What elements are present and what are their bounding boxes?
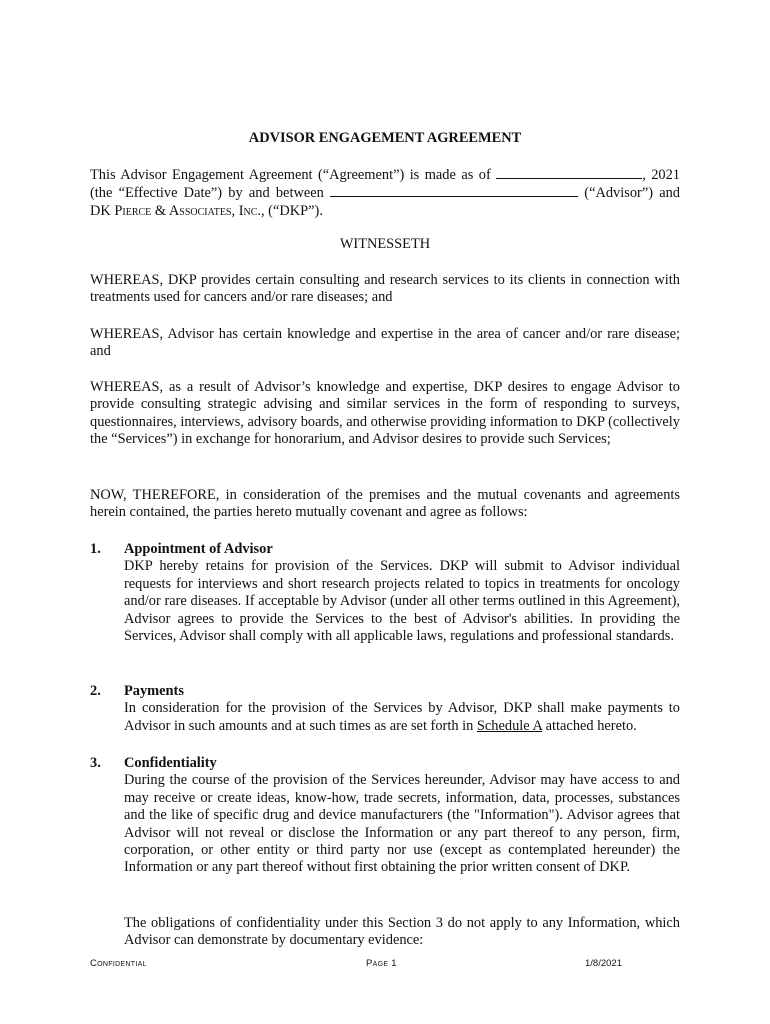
company-name: DK Pierce & Associates, Inc. <box>90 202 261 219</box>
intro-text-5: , (“DKP”). <box>260 202 323 219</box>
section-1-number: 1. <box>90 541 101 557</box>
intro-text-3: (the “Effective Date”) by and between <box>90 185 331 202</box>
intro-line-1 <box>90 166 680 184</box>
intro-paragraph <box>90 166 680 220</box>
footer-date: 1/8/2021 <box>585 958 622 969</box>
intro-line-2 <box>90 184 680 202</box>
section-2-title: Payments <box>124 683 184 699</box>
intro-text-2: , 2021 <box>642 167 681 183</box>
section-2 <box>124 683 680 735</box>
now-therefore-paragraph: NOW, THEREFORE, in consideration of the premises and the mutual covenants and agreements herein contained, the parties hereto mutually covenant and agree as follows: <box>90 487 680 521</box>
intro-line-3 <box>90 203 680 220</box>
whereas-paragraph-3: WHEREAS, as a result of Advisor’s knowledge and expertise, DKP desires to engage Advisor to provide consulting strategic advising and similar services in the form of responding to surveys, questionnaires, interviews, advisory boards, and otherwise providing information to DKP (collectively the “Services”) in exchange for honorarium, and Advisor desires to provide such Services; <box>90 379 680 448</box>
footer-confidential: Confidential <box>90 958 147 969</box>
intro-text-4: (“Advisor”) and <box>578 185 681 202</box>
section-3 <box>124 755 680 877</box>
section-1-text: DKP hereby retains for provision of the Services. DKP will submit to Advisor individual requests for interviews and short research projects related to topics in treatments for oncology and/or rare diseases. If acceptable by Advisor (under all other terms outlined in this Agreement), Advisor agrees to provide the Services to the best of Advisor's abilities. In providing the Services, Advisor shall comply with all applicable laws, regulations and professional standards. <box>124 558 680 645</box>
section-3-number: 3. <box>90 755 101 771</box>
advisor-name-blank-field[interactable] <box>330 184 578 197</box>
section-2-text <box>124 700 680 735</box>
section-2-text-before: In consideration for the provision of the Services by Advisor, DKP shall make payments to Advisor in such amounts and at such times as are set forth in <box>124 700 680 734</box>
section-3-title: Confidentiality <box>124 755 217 771</box>
whereas-paragraph-2: WHEREAS, Advisor has certain knowledge and expertise in the area of cancer and/or rare disease; and <box>90 326 680 360</box>
section-1-title: Appointment of Advisor <box>124 541 273 557</box>
section-3-text: During the course of the provision of the Services hereunder, Advisor may have access to and may receive or create ideas, know-how, trade secrets, information, data, processes, substances and the like of specific drug and device manufacturers (the "Information"). Advisor agrees that Advisor will not reveal or disclose the Information or any part thereof to any person, firm, corporation, or other entity or third party nor use (except as contemplated hereunder) the Information or any part thereof without first obtaining the prior written consent of DKP. <box>124 772 680 876</box>
section-1 <box>124 541 680 645</box>
footer-page-number: Page 1 <box>366 958 397 969</box>
section-3-text-2: The obligations of confidentiality under this Section 3 do not apply to any Information, which Advisor can demonstrate by documentary evidence: <box>124 915 680 949</box>
section-2-number: 2. <box>90 683 101 699</box>
whereas-paragraph-1: WHEREAS, DKP provides certain consulting and research services to its clients in connection with treatments used for cancers and/or rare diseases; and <box>90 272 680 306</box>
section-2-text-after: attached hereto. <box>542 717 637 734</box>
schedule-a-link[interactable]: Schedule A <box>476 717 543 734</box>
date-blank-field[interactable] <box>496 166 642 179</box>
document-title: ADVISOR ENGAGEMENT AGREEMENT <box>248 130 522 146</box>
witnesseth-heading: WITNESSETH <box>339 236 431 252</box>
intro-text-1: This Advisor Engagement Agreement (“Agreement”) is made as of <box>90 167 497 183</box>
